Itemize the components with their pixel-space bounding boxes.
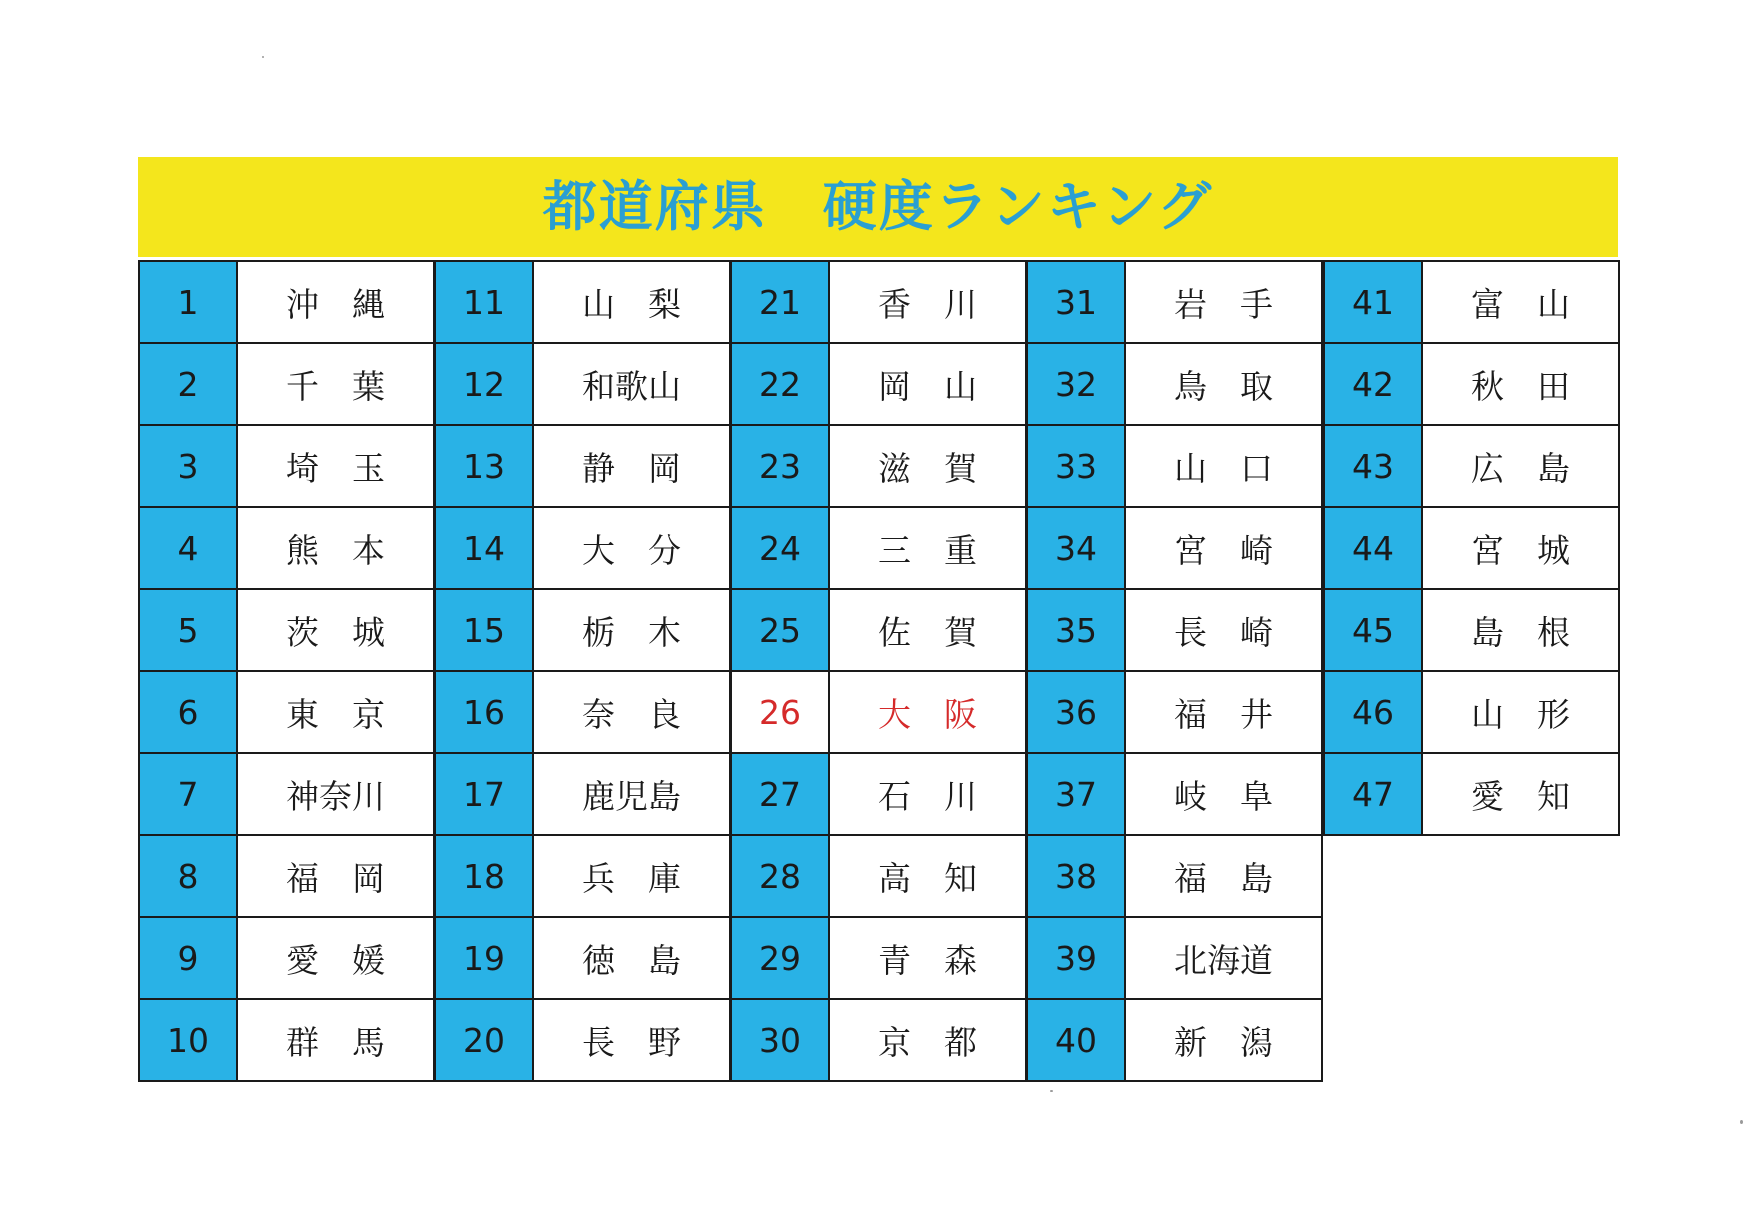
ranking-row — [1323, 344, 1620, 426]
rank-number: 27 — [732, 754, 830, 834]
rank-number: 17 — [436, 754, 534, 834]
prefecture-name: 愛 媛 — [238, 918, 433, 998]
rank-number: 47 — [1325, 754, 1423, 834]
ranking-row — [138, 672, 435, 754]
prefecture-name: 高 知 — [830, 836, 1025, 916]
rank-number: 38 — [1028, 836, 1126, 916]
prefecture-name: 福 井 — [1126, 672, 1321, 752]
prefecture-name: 山 口 — [1126, 426, 1321, 506]
prefecture-name: 愛 知 — [1423, 754, 1618, 834]
ranking-row — [434, 426, 731, 508]
ranking-row — [434, 836, 731, 918]
ranking-row — [1026, 590, 1323, 672]
ranking-column-2 — [434, 260, 731, 1082]
ranking-row — [1026, 836, 1323, 918]
ranking-row — [138, 260, 435, 344]
rank-number: 4 — [140, 508, 238, 588]
rank-number: 35 — [1028, 590, 1126, 670]
page-title: 都道府県 硬度ランキング — [542, 175, 1214, 238]
rank-number: 2 — [140, 344, 238, 424]
rank-number: 41 — [1325, 262, 1423, 342]
prefecture-name: 岐 阜 — [1126, 754, 1321, 834]
prefecture-name: 岡 山 — [830, 344, 1025, 424]
ranking-row — [434, 344, 731, 426]
ranking-row — [1323, 754, 1620, 836]
prefecture-name: 兵 庫 — [534, 836, 729, 916]
rank-number: 21 — [732, 262, 830, 342]
rank-number: 15 — [436, 590, 534, 670]
rank-number: 46 — [1325, 672, 1423, 752]
rank-number: 18 — [436, 836, 534, 916]
ranking-row — [138, 836, 435, 918]
scan-speck — [262, 56, 264, 58]
prefecture-name: 長 野 — [534, 1000, 729, 1080]
rank-number: 43 — [1325, 426, 1423, 506]
prefecture-name: 徳 島 — [534, 918, 729, 998]
rank-number: 19 — [436, 918, 534, 998]
prefecture-name: 沖 縄 — [238, 262, 433, 342]
rank-number: 28 — [732, 836, 830, 916]
prefecture-name: 熊 本 — [238, 508, 433, 588]
rank-number: 26 — [732, 672, 830, 752]
ranking-row — [434, 260, 731, 344]
ranking-row — [730, 344, 1027, 426]
rank-number: 20 — [436, 1000, 534, 1080]
prefecture-name: 広 島 — [1423, 426, 1618, 506]
rank-number: 44 — [1325, 508, 1423, 588]
ranking-row — [138, 508, 435, 590]
prefecture-name: 山 形 — [1423, 672, 1618, 752]
ranking-row — [434, 590, 731, 672]
rank-number: 23 — [732, 426, 830, 506]
rank-number: 34 — [1028, 508, 1126, 588]
prefecture-name: 栃 木 — [534, 590, 729, 670]
prefecture-name: 宮 崎 — [1126, 508, 1321, 588]
prefecture-name: 静 岡 — [534, 426, 729, 506]
rank-number: 42 — [1325, 344, 1423, 424]
ranking-row — [730, 590, 1027, 672]
prefecture-name: 東 京 — [238, 672, 433, 752]
ranking-row — [138, 918, 435, 1000]
rank-number: 5 — [140, 590, 238, 670]
prefecture-name: 埼 玉 — [238, 426, 433, 506]
rank-number: 16 — [436, 672, 534, 752]
rank-number: 36 — [1028, 672, 1126, 752]
ranking-row — [434, 1000, 731, 1082]
ranking-column-1 — [138, 260, 435, 1082]
ranking-row — [1323, 672, 1620, 754]
ranking-row — [1026, 1000, 1323, 1082]
rank-number: 1 — [140, 262, 238, 342]
rank-number: 9 — [140, 918, 238, 998]
prefecture-name: 福 岡 — [238, 836, 433, 916]
prefecture-name: 青 森 — [830, 918, 1025, 998]
ranking-column-5 — [1323, 260, 1620, 836]
rank-number: 30 — [732, 1000, 830, 1080]
ranking-row — [1026, 754, 1323, 836]
prefecture-name: 和歌山 — [534, 344, 729, 424]
ranking-row — [1323, 590, 1620, 672]
prefecture-name: 群 馬 — [238, 1000, 433, 1080]
ranking-column-4 — [1026, 260, 1323, 1082]
ranking-row — [434, 508, 731, 590]
prefecture-name: 宮 城 — [1423, 508, 1618, 588]
ranking-row — [138, 344, 435, 426]
rank-number: 13 — [436, 426, 534, 506]
prefecture-name: 島 根 — [1423, 590, 1618, 670]
prefecture-name: 山 梨 — [534, 262, 729, 342]
rank-number: 3 — [140, 426, 238, 506]
rank-number: 10 — [140, 1000, 238, 1080]
prefecture-name: 京 都 — [830, 1000, 1025, 1080]
prefecture-name: 福 島 — [1126, 836, 1321, 916]
prefecture-name: 滋 賀 — [830, 426, 1025, 506]
prefecture-name: 神奈川 — [238, 754, 433, 834]
ranking-row — [1026, 260, 1323, 344]
rank-number: 33 — [1028, 426, 1126, 506]
ranking-row — [138, 754, 435, 836]
prefecture-name: 大 阪 — [830, 672, 1025, 752]
rank-number: 11 — [436, 262, 534, 342]
rank-number: 7 — [140, 754, 238, 834]
rank-number: 29 — [732, 918, 830, 998]
ranking-row — [1323, 508, 1620, 590]
ranking-row — [1323, 260, 1620, 344]
ranking-table — [138, 260, 1620, 1082]
ranking-row — [434, 672, 731, 754]
prefecture-name: 千 葉 — [238, 344, 433, 424]
prefecture-name: 富 山 — [1423, 262, 1618, 342]
ranking-row — [1026, 918, 1323, 1000]
rank-number: 32 — [1028, 344, 1126, 424]
ranking-row — [730, 1000, 1027, 1082]
scan-speck — [1050, 1090, 1053, 1092]
prefecture-name: 岩 手 — [1126, 262, 1321, 342]
ranking-row — [730, 754, 1027, 836]
title-banner — [138, 157, 1618, 257]
prefecture-name: 長 崎 — [1126, 590, 1321, 670]
prefecture-name: 鳥 取 — [1126, 344, 1321, 424]
ranking-row — [1026, 426, 1323, 508]
rank-number: 37 — [1028, 754, 1126, 834]
rank-number: 6 — [140, 672, 238, 752]
prefecture-name: 香 川 — [830, 262, 1025, 342]
prefecture-name: 三 重 — [830, 508, 1025, 588]
ranking-row — [730, 508, 1027, 590]
prefecture-name: 秋 田 — [1423, 344, 1618, 424]
ranking-row — [434, 918, 731, 1000]
rank-number: 24 — [732, 508, 830, 588]
rank-number: 25 — [732, 590, 830, 670]
ranking-row — [730, 836, 1027, 918]
prefecture-name: 奈 良 — [534, 672, 729, 752]
prefecture-name: 茨 城 — [238, 590, 433, 670]
ranking-row — [730, 260, 1027, 344]
prefecture-name: 大 分 — [534, 508, 729, 588]
rank-number: 40 — [1028, 1000, 1126, 1080]
ranking-row — [1026, 672, 1323, 754]
prefecture-name: 佐 賀 — [830, 590, 1025, 670]
rank-number: 22 — [732, 344, 830, 424]
rank-number: 14 — [436, 508, 534, 588]
rank-number: 45 — [1325, 590, 1423, 670]
ranking-row — [730, 672, 1027, 754]
ranking-row — [1026, 508, 1323, 590]
ranking-row — [138, 426, 435, 508]
rank-number: 12 — [436, 344, 534, 424]
rank-number: 8 — [140, 836, 238, 916]
ranking-row — [1323, 426, 1620, 508]
rank-number: 39 — [1028, 918, 1126, 998]
ranking-row — [138, 1000, 435, 1082]
prefecture-name: 北海道 — [1126, 918, 1321, 998]
scan-speck — [1740, 1120, 1743, 1124]
prefecture-name: 石 川 — [830, 754, 1025, 834]
ranking-row — [1026, 344, 1323, 426]
prefecture-name: 新 潟 — [1126, 1000, 1321, 1080]
ranking-row — [730, 426, 1027, 508]
prefecture-name: 鹿児島 — [534, 754, 729, 834]
ranking-row — [138, 590, 435, 672]
ranking-row — [434, 754, 731, 836]
ranking-column-3 — [730, 260, 1027, 1082]
rank-number: 31 — [1028, 262, 1126, 342]
ranking-row — [730, 918, 1027, 1000]
